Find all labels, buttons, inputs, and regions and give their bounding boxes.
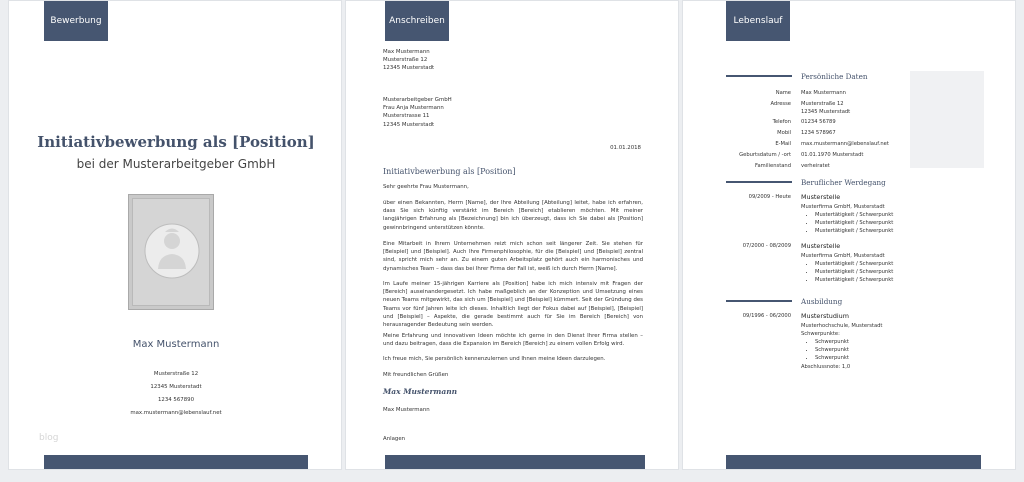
cv-page xyxy=(682,0,1016,470)
cover-subtitle: bei der Musterarbeitgeber GmbH xyxy=(76,157,276,171)
avatar-icon xyxy=(133,199,211,307)
list-item: • Mustertätigkeit / Schwerpunkt xyxy=(815,219,893,227)
cv-value: max.mustermann@lebenslauf.net xyxy=(801,141,889,147)
edu-list xyxy=(801,338,849,362)
cover-phone: 1234 567890 xyxy=(157,397,194,403)
career-company: Musterfirma GmbH, Musterstadt xyxy=(801,204,885,210)
tab-anschreiben[interactable] xyxy=(385,1,449,41)
cv-label: E-Mail xyxy=(775,141,791,147)
tab-bewerbung-label: Bewerbung xyxy=(50,16,102,26)
sender-street: Musterstraße 12 xyxy=(383,57,428,64)
section-divider xyxy=(726,181,792,183)
letter-date: 01.01.2018 xyxy=(610,145,641,151)
section-title-education: Ausbildung xyxy=(801,297,843,306)
cv-value: 01234 56789 xyxy=(801,119,836,125)
cv-value: 1234 578967 xyxy=(801,130,836,136)
career-title: Musterstelle xyxy=(801,193,841,201)
career-list xyxy=(801,260,893,284)
edu-grade: Abschlussnote: 1,0 xyxy=(801,364,851,370)
list-item: • Schwerpunkt xyxy=(815,346,849,354)
letter-closing: Mit freundlichen Grüßen xyxy=(383,372,449,378)
letter-salutation: Sehr geehrte Frau Mustermann, xyxy=(383,184,469,190)
career-period: 09/2009 - Heute xyxy=(748,194,791,200)
edu-school: Musterhochschule, Musterstadt xyxy=(801,323,883,329)
cv-label: Familienstand xyxy=(754,163,791,169)
letter-paragraph-5: Ich freue mich, Sie persönlich kennenzulernen und Ihnen meine Ideen darzulegen. xyxy=(383,356,606,362)
tab-lebenslauf[interactable] xyxy=(726,1,790,41)
cv-label: Adresse xyxy=(770,101,791,107)
cv-label: Telefon xyxy=(772,119,791,125)
section-title-personal: Persönliche Daten xyxy=(801,72,868,81)
list-item: • Mustertätigkeit / Schwerpunkt xyxy=(815,227,893,235)
cv-label: Geburtsdatum / -ort xyxy=(739,152,791,158)
list-item: • Schwerpunkt xyxy=(815,338,849,346)
tab-anschreiben-label: Anschreiben xyxy=(389,16,445,26)
cv-value: Musterstraße 12 12345 Musterstadt xyxy=(801,101,851,115)
letter-page xyxy=(345,0,679,470)
career-title: Musterstelle xyxy=(801,242,841,250)
cover-street: Musterstraße 12 xyxy=(153,371,199,377)
career-list xyxy=(801,211,893,235)
recipient-person: Frau Anja Mustermann xyxy=(383,105,444,112)
footer-bar xyxy=(44,455,308,469)
cv-value: Max Mustermann xyxy=(801,90,846,96)
letter-enclosure: Anlagen xyxy=(383,436,406,442)
cv-label: Mobil xyxy=(777,130,791,136)
cover-title: Initiativbewerbung als [Position] xyxy=(37,133,315,151)
cover-email: max.mustermann@lebenslauf.net xyxy=(130,410,222,416)
letter-paragraph-4: Meine Erfahrung und innovativen Ideen möchte ich gerne in den Dienst Ihrer Firma stellen – und dazu beitragen, dass die Expansion im Bereich [Bereich] zu einem vollen Erfolg wird. xyxy=(383,333,643,348)
letter-paragraph-2: Eine Mitarbeit in Ihrem Unternehmen reizt mich schon seit längerer Zeit. Sie stehen für [Beispiel] und [Beispiel]. Auch Ihre Firmenphilosophie, für die [Beispiel] und [Beispiel] zentral sind, spricht mich sehr an. Zu einem guten Arbeitsplatz gehört auch ein harmonisches und dynamisches Team – dass das bei Ihrer Firma der Fall ist, weiß ich durch Herrn [Name]. xyxy=(383,241,643,272)
cv-label: Name xyxy=(775,90,791,96)
career-period: 07/2000 - 08/2009 xyxy=(742,243,791,249)
edu-period: 09/1996 - 06/2000 xyxy=(742,313,791,319)
recipient-street: Musterstrasse 11 xyxy=(383,113,430,120)
cv-value: verheiratet xyxy=(801,163,830,169)
letter-paragraph-3: Im Laufe meiner 15-jährigen Karriere als [Position] habe ich mich intensiv mit Fragen der [Bereich] auseinandergesetzt. Ich habe maßgeblich an der Konzeption und Umsetzung eines neuen Teams mitgewirkt, das sich um [Beispiel] und [Beispiel] kümmert. Seit der Gründung des Teams vor fünf Jahren leite ich dieses. Inhaltlich liegt der Fokus dabei auf [Beispiel], [Beispiel] und [Beispiel] – Aspekte, die gerade bestimmt auch für Sie im Bereich [Bereich] von herausragender Bedeutung sein werden. xyxy=(383,281,643,329)
profile-photo-placeholder xyxy=(128,194,214,310)
letter-subject: Initiativbewerbung als [Position] xyxy=(383,167,516,176)
list-item: • Schwerpunkt xyxy=(815,354,849,362)
career-company: Musterfirma GmbH, Musterstadt xyxy=(801,253,885,259)
edu-focus-label: Schwerpunkte: xyxy=(801,331,840,337)
sender-city: 12345 Musterstadt xyxy=(383,65,435,72)
cover-city: 12345 Musterstadt xyxy=(150,384,202,390)
edu-title: Musterstudium xyxy=(801,312,849,320)
sender-name: Max Mustermann xyxy=(383,49,430,55)
cv-value: 01.01.1970 Musterstadt xyxy=(801,152,864,158)
sender-block xyxy=(383,48,434,73)
list-item: • Mustertätigkeit / Schwerpunkt xyxy=(815,211,893,219)
list-item: • Mustertätigkeit / Schwerpunkt xyxy=(815,276,893,284)
list-item: • Mustertätigkeit / Schwerpunkt xyxy=(815,260,893,268)
footer-bar xyxy=(726,455,981,469)
cover-page xyxy=(8,0,342,470)
recipient-block xyxy=(383,96,452,129)
letter-signature: Max Mustermann xyxy=(383,387,458,396)
tab-lebenslauf-label: Lebenslauf xyxy=(733,16,783,26)
recipient-city: 12345 Musterstadt xyxy=(383,121,435,128)
blog-watermark: blog xyxy=(39,433,59,443)
cover-name: Max Mustermann xyxy=(132,339,220,350)
section-divider xyxy=(726,75,792,77)
section-divider xyxy=(726,300,792,302)
tab-bewerbung[interactable] xyxy=(44,1,108,41)
recipient-company: Musterarbeitgeber GmbH xyxy=(383,97,452,103)
letter-paragraph-1: über einen Bekannten, Herrn [Name], der Ihre Abteilung [Abteilung] leitet, habe ich erfahren, dass Sie sich künftig verstärkt im Bereich [Bereich] etablieren möchten. Mit meiner langjährigen Erfahrung als [Bezeichnung] bin ich überzeugt, dass ich Sie dabei als [Position] gewinnbringend unterstützen könnte. xyxy=(383,200,643,231)
section-title-career: Beruflicher Werdegang xyxy=(801,178,886,187)
footer-bar xyxy=(385,455,645,469)
letter-name: Max Mustermann xyxy=(383,407,430,413)
list-item: • Mustertätigkeit / Schwerpunkt xyxy=(815,268,893,276)
cv-photo-placeholder xyxy=(910,71,984,168)
